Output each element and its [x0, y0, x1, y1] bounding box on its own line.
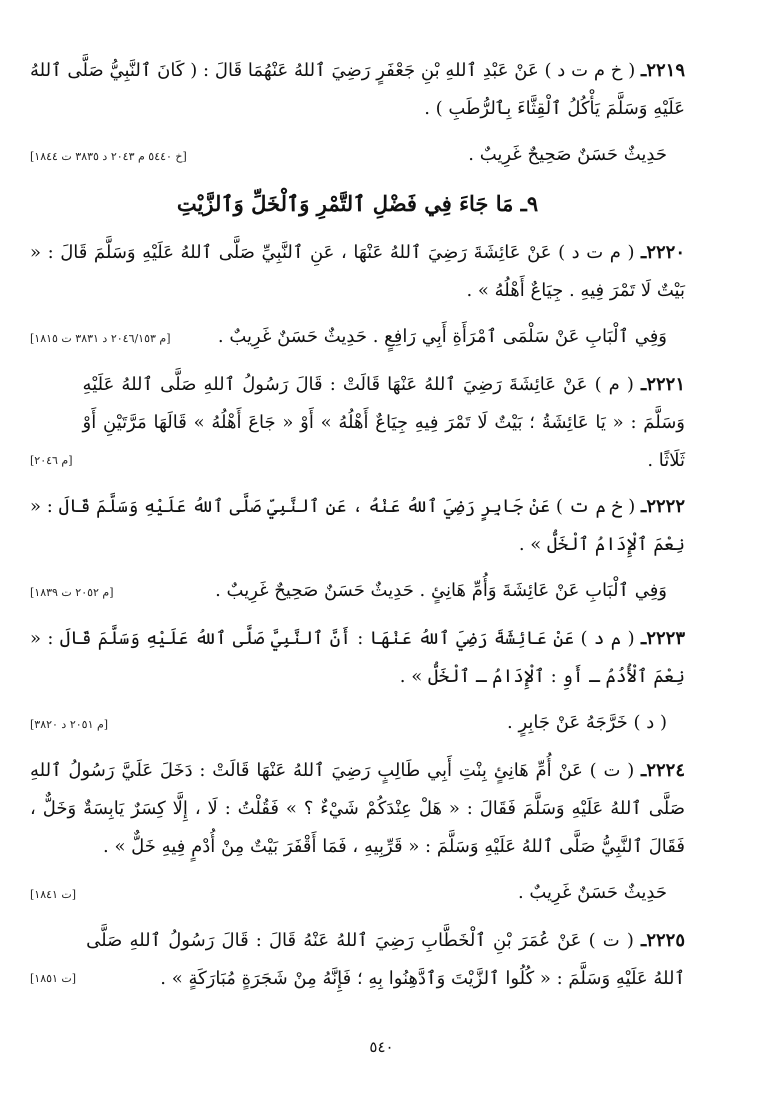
- hadith-2225-body: [86, 922, 685, 998]
- grading-note: حَدِيثٌ حَسَنٌ غَرِيبٌ .: [517, 882, 667, 903]
- hadith-number: ٢٢٢٢ـ: [641, 496, 685, 517]
- chapter-heading: ٩ـ مَا جَاءَ فِي فَضْلِ ٱلتَّمْرِ وَٱلْخَلِّ وَٱلزَّيْتِ: [176, 191, 539, 216]
- hadith-text: ( م د ) عَنْ عَائِشَةَ رَضِيَ ٱللهُ عَنْهَا : أَنَّ ٱلنَّبِيَّ صَلَّى ٱللهُ عَلَيْهِ وَسَلَّمَ قَالَ : « نِعْمَ ٱلْأُدُمُ ـ أَوِ : ٱلْإِدَامُ ـ ٱلْخَلُّ » .: [30, 628, 685, 687]
- note-2224: [30, 874, 685, 914]
- hadith-number: ٢٢٢١ـ: [641, 374, 685, 395]
- hadith-2223: [30, 620, 685, 696]
- reference-bracket: [م ٢٠٥٢ ت ١٨٣٩]: [30, 586, 114, 599]
- reference-bracket: [م ٢٠٥١ د ٣٨٢٠]: [30, 718, 109, 731]
- hadith-text: ( ت ) عَنْ أُمِّ هَانِئٍ بِنْتِ أَبِي طَالِبٍ رَضِيَ ٱللهُ عَنْهَا قَالَتْ : دَخَلَ عَلَيَّ رَسُولُ ٱللهِ صَلَّى ٱللهُ عَلَيْهِ وَسَلَّمَ فَقَالَ : « هَلْ عِنْدَكُمْ شَيْءٌ ؟ » فَقُلْتُ : لَا ، إِلَّا كِسَرٌ يَابِسَةٌ وَخَلٌّ ، فَقَالَ ٱلنَّبِيُّ صَلَّى ٱللهُ عَلَيْهِ وَسَلَّمَ : « قَرِّبِيهِ ، فَمَا أَقْفَرَ بَيْتٌ مِنْ أُدْمٍ فِيهِ خَلٌّ » .: [30, 760, 685, 857]
- hadith-number: ٢٢٢٥ـ: [641, 930, 685, 951]
- hadith-2220: [30, 234, 685, 310]
- note-2220: [30, 318, 685, 358]
- hadith-2222: [30, 488, 685, 564]
- hadith-2219: [30, 52, 685, 128]
- page-body: [30, 52, 685, 1006]
- hadith-number: ٢٢٢٣ـ: [641, 628, 685, 649]
- note-2223: [30, 704, 685, 744]
- reference-bracket: [م ٢٠٤٦/١٥٣ د ٣٨٣١ ت ١٨١٥]: [30, 332, 171, 345]
- grading-note: وَفِي ٱلْبَابِ عَنْ عَائِشَةَ وَأُمِّ هَانِئٍ . حَدِيثٌ حَسَنٌ صَحِيحٌ غَرِيبٌ .: [215, 580, 667, 601]
- source-note: ( د ) خَرَّجَهُ عَنْ جَابِرٍ .: [507, 712, 667, 733]
- note-2219: [30, 136, 685, 176]
- grading-note: وَفِي ٱلْبَابِ عَنْ سَلْمَى ٱمْرَأَةِ أَبِي رَافِعٍ . حَدِيثٌ حَسَنٌ غَرِيبٌ .: [217, 326, 667, 347]
- page-number: ٥٤٠: [369, 1038, 394, 1056]
- reference-bracket: [خ ٥٤٤٠ م ٢٠٤٣ د ٣٨٣٥ ت ١٨٤٤]: [30, 150, 187, 163]
- hadith-2224: [30, 752, 685, 866]
- hadith-number: ٢٢٢٠ـ: [641, 242, 685, 263]
- hadith-text: ( خ م ت د ) عَنْ عَبْدِ ٱللهِ بْنِ جَعْفَرٍ رَضِيَ ٱللهُ عَنْهُمَا قَالَ : ( كَانَ ٱلنَّبِيُّ صَلَّى ٱللهُ عَلَيْهِ وَسَلَّمَ يَأْكُلُ ٱلْقِثَّاءَ بِٱلرُّطَبِ ) .: [30, 60, 685, 119]
- hadith-text: ( م ت د ) عَنْ عَائِشَةَ رَضِيَ ٱللهُ عَنْهَا ، عَنِ ٱلنَّبِيِّ صَلَّى ٱللهُ عَلَيْهِ وَسَلَّمَ قَالَ : « بَيْتٌ لَا تَمْرَ فِيهِ . جِيَاعٌ أَهْلُهُ » .: [30, 242, 685, 301]
- hadith-2221: [30, 366, 685, 480]
- hadith-text: ( ت ) عَنْ عُمَرَ بْنِ ٱلْخَطَّابِ رَضِيَ ٱللهُ عَنْهُ قَالَ : قَالَ رَسُولُ ٱللهِ صَلَّى ٱللهُ عَلَيْهِ وَسَلَّمَ : « كُلُوا ٱلزَّيْتَ وَٱدَّهِنُوا بِهِ ؛ فَإِنَّهُ مِنْ شَجَرَةٍ مُبَارَكَةٍ » .: [86, 930, 685, 989]
- note-2222: [30, 572, 685, 612]
- grading-note: حَدِيثٌ حَسَنٌ صَحِيحٌ غَرِيبٌ .: [468, 144, 667, 165]
- hadith-text: ( م ) عَنْ عَائِشَةَ رَضِيَ ٱللهُ عَنْهَا قَالَتْ : قَالَ رَسُولُ ٱللهِ صَلَّى ٱللهُ عَلَيْهِ وَسَلَّمَ : « يَا عَائِشَةُ ؛ بَيْتٌ لَا تَمْرَ فِيهِ جِيَاعٌ أَهْلُهُ » أَوْ « جَاعَ أَهْلُهُ » قَالَهَا مَرَّتَيْنِ أَوْ ثَلَاثًا .: [82, 374, 685, 471]
- reference-bracket: [ت ١٨٥١]: [30, 972, 77, 985]
- hadith-text: ( خ م ت ) عَنْ جَابِرٍ رَضِيَ ٱللهُ عَنْهُ ، عَنِ ٱلنَّبِيِّ صَلَّى ٱللهُ عَلَيْهِ وَسَلَّمَ قَالَ : « نِعْمَ ٱلْإِدَامُ ٱلْخَلُّ » .: [30, 496, 685, 555]
- hadith-number: ٢٢٢٤ـ: [641, 760, 685, 781]
- reference-bracket: [ت ١٨٤١]: [30, 888, 77, 901]
- hadith-2225: [30, 922, 685, 998]
- hadith-2221-body: [83, 366, 685, 480]
- reference-bracket: [م ٢٠٤٦]: [30, 454, 73, 467]
- hadith-number: ٢٢١٩ـ: [641, 60, 685, 81]
